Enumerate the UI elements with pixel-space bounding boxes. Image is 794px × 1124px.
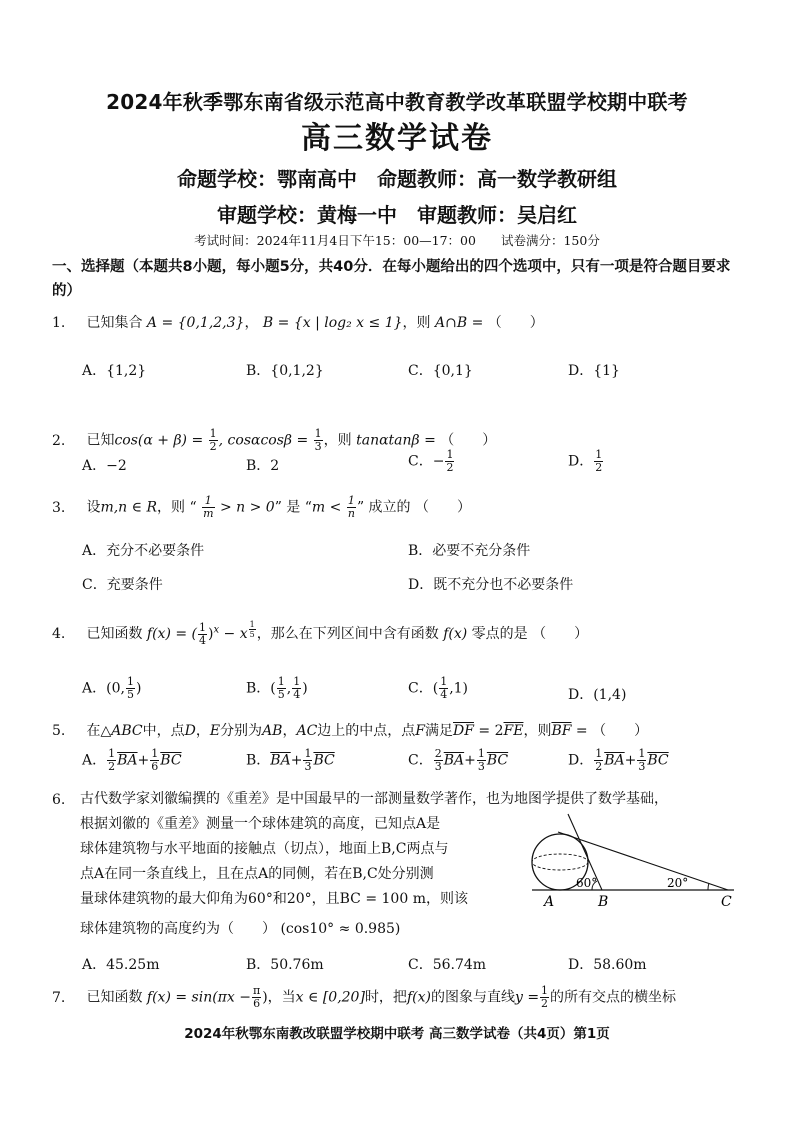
- q5-option-d: [568, 748, 669, 773]
- vector-bf: $\overline{BF}$: [551, 723, 572, 739]
- question-4: 4. 已知函数 f(x) = ( $\frac{1}{4}$ )$^x$ − x $^{\frac{1}{5}}$ ，那么在下列区间中含有函数 f(x) 零点的是 （ ）: [52, 620, 589, 647]
- segment-ac: AC: [296, 723, 318, 739]
- plus: +: [464, 752, 476, 769]
- option-label: C．: [408, 752, 433, 769]
- q5-option-c: [408, 748, 508, 773]
- close-paren: ): [262, 989, 268, 1006]
- q6-option-d: D．58.60m: [568, 957, 647, 973]
- stem-text: 零点的是: [471, 626, 528, 643]
- fraction: [107, 748, 116, 773]
- question-number: 5.: [52, 723, 66, 739]
- denominator: 5: [277, 688, 285, 701]
- answer-paren: （ ）: [592, 723, 649, 739]
- label-b: B: [598, 894, 609, 910]
- label-c: C: [721, 894, 732, 910]
- stem-text: ，则 “: [157, 499, 197, 516]
- fraction: [594, 449, 603, 474]
- question-number: 7.: [52, 989, 66, 1006]
- vector: $\overline{BA}$: [270, 752, 291, 769]
- fraction: [434, 748, 443, 773]
- denominator: 4: [440, 688, 448, 701]
- numerator: 1: [638, 747, 646, 760]
- angle-arc-c: [708, 883, 709, 890]
- set-a: A = {0,1,2,3}: [146, 315, 245, 331]
- option-label: B．: [246, 752, 271, 769]
- variables: m,n ∈ R: [100, 499, 157, 516]
- option-label: D．: [568, 453, 594, 470]
- answer-paren: （ ）: [440, 432, 497, 449]
- q3-option-c: C．充要条件: [82, 577, 163, 593]
- vector: $\overline{BA}$: [117, 752, 138, 769]
- stem-text: 已知函数: [86, 989, 143, 1006]
- set-b: B = {x | log₂ x ≤ 1}: [262, 315, 403, 331]
- numerator: 1: [126, 675, 134, 688]
- q4-option-b: [246, 676, 308, 701]
- numerator: 1: [541, 984, 549, 997]
- numerator: 1: [440, 675, 448, 688]
- question-number: 4.: [52, 626, 66, 643]
- denominator: 4: [199, 633, 206, 647]
- fraction: [303, 748, 312, 773]
- function-ref: f(x): [406, 989, 431, 1006]
- fraction: [637, 748, 646, 773]
- denominator: 2: [595, 760, 603, 773]
- stem-text: ，那么在下列区间中含有函数: [256, 626, 439, 643]
- fraction: [540, 985, 549, 1010]
- vector: $\overline{BA}$: [604, 752, 625, 769]
- q3-option-d: D．既不充分也不必要条件: [408, 577, 574, 593]
- sphere-equator: [532, 854, 588, 870]
- function-ref: f(x): [443, 626, 468, 643]
- numerator: 1: [347, 494, 355, 507]
- q4-option-d: D．(1,4): [568, 687, 627, 703]
- angle-label-c: 20°: [667, 876, 689, 890]
- numerator: 1: [249, 620, 255, 629]
- q4-option-c: [408, 676, 468, 701]
- stem-text: ，当: [267, 989, 296, 1006]
- denominator: 2: [446, 461, 454, 474]
- option-label: D．: [568, 752, 594, 769]
- numerator: 1: [108, 747, 116, 760]
- separator: ,: [286, 680, 292, 697]
- q1-option-c: C．{0,1}: [408, 363, 473, 379]
- fraction: [439, 676, 448, 701]
- stem-text: 已知集合: [86, 315, 143, 331]
- fraction: [347, 495, 356, 520]
- stem-text: 在: [86, 723, 101, 739]
- fraction: [594, 748, 603, 773]
- numerator: 1: [595, 747, 603, 760]
- stem-text: 满足: [425, 723, 454, 739]
- stem-text: ” 是 “: [274, 499, 312, 516]
- q4-option-a: [82, 676, 141, 701]
- stem-text: ，: [244, 315, 259, 331]
- denominator: m: [203, 507, 214, 520]
- stem-text: 的图象与直线: [430, 989, 515, 1006]
- stem-text: 设: [86, 499, 101, 516]
- exam-subtitle: 高三数学试卷: [301, 121, 493, 156]
- numerator: 1: [202, 495, 214, 508]
- equals: = 2: [473, 723, 504, 739]
- question-6-line-5: 量球体建筑物的最大仰角为60°和20°，且BC = 100 m，则该: [80, 891, 468, 907]
- stem-text: ，则: [323, 432, 352, 449]
- q3-option-a: A．充分不必要条件: [82, 543, 205, 559]
- cos-product: , cosαcosβ =: [218, 432, 309, 449]
- numerator: 1: [199, 620, 206, 634]
- q2-option-c: [408, 449, 455, 474]
- q1-option-b: B．{0,1,2}: [246, 363, 324, 379]
- option-label: B．(: [246, 680, 276, 697]
- condition-2: m <: [311, 499, 342, 516]
- answer-paren: （ ）: [532, 626, 589, 643]
- fraction: [277, 676, 286, 701]
- question-6-line-6: [80, 918, 400, 938]
- stem-text: 球体建筑物的高度约为（ ）: [80, 921, 276, 937]
- angle-label-b: 60°: [576, 876, 598, 890]
- numerator: 1: [277, 675, 285, 688]
- domain-condition: x ∈ [0,20]: [295, 989, 365, 1006]
- denominator: n: [347, 507, 355, 520]
- option-tail: ): [135, 680, 142, 697]
- stem-text: 中，点: [142, 723, 185, 739]
- numerator: π: [252, 984, 261, 997]
- fraction: [252, 985, 261, 1010]
- q3-option-b: B．必要不充分条件: [408, 543, 531, 559]
- question-number: 1.: [52, 315, 66, 331]
- question-5: [52, 720, 648, 740]
- denominator: 3: [638, 760, 646, 773]
- denominator: 2: [595, 461, 603, 474]
- question-6-line-1: 古代数学家刘徽编撰的《重差》是中国最早的一部测量数学著作，也为地图学提供了数学基础，: [80, 791, 668, 807]
- minus-term: − x: [219, 626, 248, 643]
- denominator: 4: [293, 688, 301, 701]
- stem-text: 边上的中点，点: [317, 723, 416, 739]
- q6-option-a: A．45.25m: [82, 957, 160, 973]
- label-a: A: [544, 894, 555, 910]
- stem-text: 的所有交点的横坐标: [550, 989, 677, 1006]
- numerator: 1: [595, 448, 603, 461]
- fraction: [209, 428, 218, 453]
- question-7: [52, 985, 676, 1010]
- answer-paren: （ ）: [487, 315, 544, 331]
- function-def: f(x) = (: [146, 626, 197, 643]
- plus: +: [624, 752, 637, 769]
- exam-title: 2024年秋季鄂东南省级示范高中教育教学改革联盟学校期中联考: [106, 90, 688, 114]
- hint-text: (cos10° ≈ 0.985): [280, 921, 401, 937]
- denominator: 3: [477, 760, 485, 773]
- denominator: 2: [108, 760, 116, 773]
- vector: $\overline{BC}$: [486, 752, 509, 769]
- stem-text: ” 成立的: [356, 499, 411, 516]
- fraction: [477, 748, 486, 773]
- equals: =: [571, 723, 588, 739]
- numerator: 2: [434, 747, 442, 760]
- answer-paren: （ ）: [415, 499, 471, 516]
- denominator: 5: [126, 688, 134, 701]
- vector: $\overline{BC}$: [647, 752, 669, 769]
- q6-figure: [518, 810, 748, 910]
- numerator: 1: [314, 427, 322, 440]
- cos-expression: cos(α + β) =: [114, 432, 204, 449]
- stem-text: ，则: [402, 315, 431, 331]
- denominator: 6: [253, 997, 261, 1010]
- question-number: 3.: [52, 499, 66, 516]
- fraction: [292, 676, 301, 701]
- question-6-line-3: 球体建筑物与水平地面的接触点（切点），地面上B,C两点与: [80, 841, 449, 857]
- denominator: 2: [209, 440, 217, 453]
- vector: $\overline{BC}$: [160, 752, 182, 769]
- point-f: F: [415, 723, 426, 739]
- numerator: 1: [304, 747, 312, 760]
- page-footer: 2024年秋鄂东南教改联盟学校期中联考 高三数学试卷（共4页）第1页: [184, 1026, 610, 1042]
- numerator: 1: [477, 747, 485, 760]
- point-d: D: [184, 723, 196, 739]
- fraction: [249, 620, 256, 639]
- numerator: 1: [446, 448, 454, 461]
- q5-option-b: [246, 748, 335, 773]
- option-label: A．(0,: [82, 680, 125, 697]
- proposition-line: 命题学校：鄂南高中 命题教师：高一数学教研组: [177, 167, 617, 191]
- numerator: 1: [151, 747, 159, 760]
- denominator: 3: [304, 760, 312, 773]
- line-eq: y =: [514, 989, 540, 1006]
- fraction: [202, 495, 214, 520]
- segment-ab: AB: [262, 723, 283, 739]
- point-e: E: [209, 723, 221, 739]
- q5-option-a: [82, 748, 182, 773]
- fraction: [198, 622, 207, 647]
- stem-text: ，: [195, 723, 210, 739]
- ask-expression: tanαtanβ =: [356, 432, 436, 449]
- stem-text: 已知函数: [86, 626, 143, 643]
- option-label: C．−: [408, 453, 445, 470]
- denominator: 6: [151, 760, 159, 773]
- numerator: 1: [209, 427, 217, 440]
- vector: $\overline{BC}$: [313, 752, 335, 769]
- stem-text: ，则: [523, 723, 552, 739]
- ask-expression: A∩B =: [434, 315, 484, 331]
- fraction: [126, 676, 135, 701]
- denominator: 5: [249, 630, 255, 639]
- q2-option-b: B．2: [246, 458, 280, 474]
- exam-info: 考试时间：2024年11月4日下午15：00—17：00 试卷满分：150分: [194, 233, 600, 248]
- vector: $\overline{BA}$: [443, 752, 465, 769]
- question-6-line-2: 根据刘徽的《重差》测量一个球体建筑的高度，已知点A是: [80, 816, 441, 832]
- q6-option-c: C．56.74m: [408, 957, 487, 973]
- option-tail: ,1): [449, 680, 469, 697]
- section-heading: 一、选择题（本题共8小题，每小题5分，共40分．在每小题给出的四个选项中，只有一项是符合题目要求的）: [52, 259, 731, 299]
- q6-option-b: B．50.76m: [246, 957, 324, 973]
- plus: +: [137, 752, 150, 769]
- fraction: [445, 449, 454, 474]
- stem-text: ，: [282, 723, 297, 739]
- condition-1: > n > 0: [219, 499, 275, 516]
- review-line: 审题学校：黄梅一中 审题教师：吴启红: [217, 203, 577, 227]
- option-label: C．(: [408, 680, 439, 697]
- q2-option-a: A．−2: [82, 458, 127, 474]
- stem-text: 分别为: [220, 723, 263, 739]
- option-tail: ): [302, 680, 308, 697]
- stem-text: 已知: [86, 432, 115, 449]
- denominator: 2: [541, 997, 549, 1010]
- question-1: [52, 312, 544, 332]
- plus: +: [290, 752, 303, 769]
- function-def: f(x) = sin(πx −: [146, 989, 251, 1006]
- denominator: 3: [314, 440, 322, 453]
- question-6-line-4: 点A在同一条直线上，且在点A的同侧，若在B,C处分别测: [80, 866, 434, 882]
- triangle: △ABC: [100, 723, 143, 739]
- q2-option-d: [568, 449, 604, 474]
- fraction: [314, 428, 323, 453]
- vector-fe: $\overline{FE}$: [503, 723, 524, 739]
- question-3: [52, 495, 471, 520]
- vector-df: $\overline{DF}$: [453, 723, 474, 739]
- q1-option-a: A．{1,2}: [82, 363, 147, 379]
- q1-option-d: D．{1}: [568, 363, 620, 379]
- exponent: x: [213, 624, 220, 636]
- question-number: 2.: [52, 432, 66, 449]
- denominator: 3: [434, 760, 442, 773]
- option-label: A．: [82, 752, 107, 769]
- stem-text: 时，把: [364, 989, 407, 1006]
- question-6-number: 6.: [52, 792, 66, 808]
- numerator: 1: [293, 675, 301, 688]
- fraction: [150, 748, 159, 773]
